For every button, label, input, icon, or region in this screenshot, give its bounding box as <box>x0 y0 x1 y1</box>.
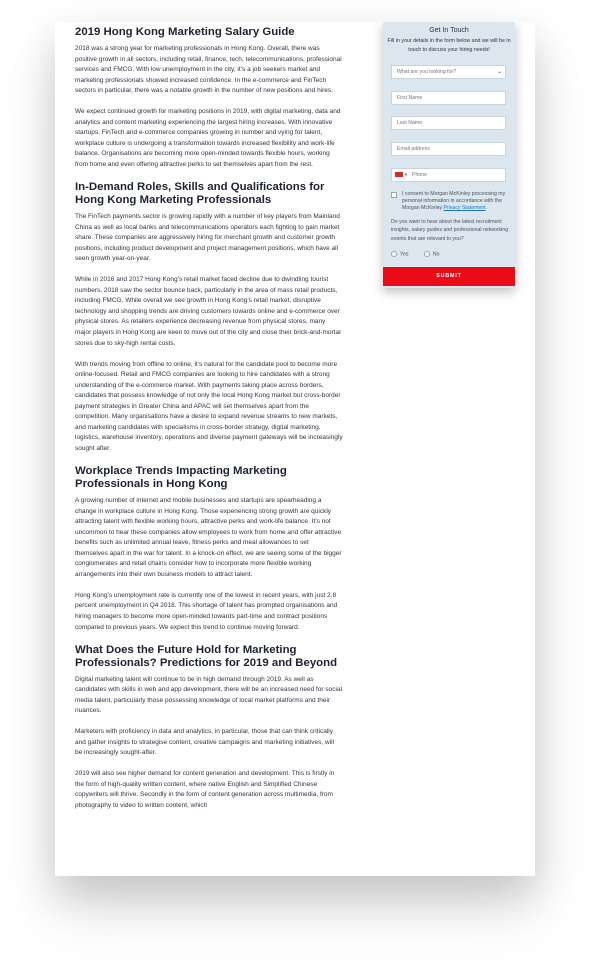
radio-no-button[interactable] <box>424 251 430 257</box>
article-paragraph: Marketers with proficiency in data and analytics, in particular, those that can think critically and gather insights to strategise content, creative campaigns and marketing initiatives, will be increasingly sought-after. <box>75 728 335 757</box>
newsletter-radios <box>391 251 454 257</box>
article-paragraph: A growing number of internet and mobile businesses and startups are spearheading a change in workplace culture in Hong Kong. Those experiencing strong growth are quickly attracting talent with flexible working hours, attractive perks and work-life balance. It’s not uncommon to hear these companies allow employees to work from home and offer attractive benefits such as unlimited annual leave, fitness perks and meal allowances to set themselves apart in the war for talent. In a knock-on effect, we are seeing some of the bigger conglomerates and retail chains consider how to incorporate more flexible working arrangements into their own business models to attract talent. <box>75 497 342 578</box>
caret-down-icon: ▼ <box>404 172 408 177</box>
newsletter-question: Do you want to hear about the latest recruitment insights, salary guides and professional networking events that are relevant to you? <box>391 219 509 242</box>
consent-row <box>391 191 509 213</box>
first-name-field[interactable] <box>391 91 506 105</box>
looking-for-value: What are you looking for? <box>397 69 457 75</box>
looking-for-select[interactable] <box>391 65 506 79</box>
article-paragraph: 2019 will also see higher demand for content generation and development. This is firstly in the form of high-quality written content, where native English and Simplified Chinese copywriters will thrive. Secondly in the form of content generation across multimedia, from photography to video to written content, which <box>75 770 335 810</box>
consent-checkbox[interactable] <box>391 192 397 198</box>
radio-yes[interactable]: Yes <box>391 251 408 257</box>
article-paragraph: 2018 was a strong year for marketing professionals in Hong Kong. Overall, there was positive growth in all sectors, including retail, finance, tech, telecommunications, professional services and FMCG. With low unemployment in the city, it’s a job seekers market and marketing professionals showed increased confidence. In the e-commerce and FinTech sectors in particular, there was a notable growth in the number of new positions and hires. <box>75 45 342 95</box>
radio-yes-button[interactable] <box>391 251 397 257</box>
article-paragraph: While in 2016 and 2017 Hong Kong’s retail market faced decline due to dwindling tourist numbers, 2018 saw the sector bounce back, particularly in the area of mass retail products, including FMCG. While overall we see growth in Hong Kong’s retail market, disruptive technology and shopping trends are driving customers towards online and e-commerce over physical stores. As retailers experience decreasing revenue from physical stores, many major players in Hong Kong are keen to move out of the city and close their brick-and-mortar stores due to sky-high rental costs. <box>75 276 342 347</box>
article-paragraph: Hong Kong’s unemployment rate is currently one of the lowest in recent years, with just 2.8 percent unemployment in Q4 2018. This shortage of talent has prompted organisations and hiring managers to become more open-minded towards part-time and contract positions compared to previous years. We expect this trend to continue moving forward. <box>75 591 338 631</box>
submit-button[interactable]: SUBMIT <box>383 267 515 286</box>
email-field[interactable] <box>391 142 506 156</box>
article <box>75 26 343 822</box>
article-paragraph: With trends moving from offline to online, it’s natural for the candidate pool to become more online-focused. Retail and FMCG companies are looking to hire candidates with a strong understanding of the e-commerce market. With payments taking place across borders, candidates that possess knowledge of not only the local Hong Kong market but cross-border payment strategies in Greater China and APAC will set themselves apart from the competition. Many organisations have a desire to expand revenue streams to new markets, and marketing candidates with specialisms in cross-border strategy, digital marketing, logistics, warehouse inventory, operations and diverse payment gateways will be increasingly sought after. <box>75 360 343 452</box>
form-title: Get In Touch <box>429 27 469 34</box>
radio-no[interactable]: No <box>424 251 440 257</box>
chevron-down-icon: ⌄ <box>496 69 502 75</box>
section-heading-future: What Does the Future Hold for Marketing Professionals? Predictions for 2019 and Beyond <box>75 643 338 669</box>
consent-text: I consent to Morgan McKinley processing my personal information in accordance with the Morgan McKinley Privacy Statement. <box>402 191 506 212</box>
hong-kong-flag-icon[interactable] <box>395 172 403 177</box>
article-paragraph: Digital marketing talent will continue to be in high demand through 2019. As well as candidates with skills in web and app development, there will be an increased need for social media talent, particularly those possessing knowledge of local market platforms and their nuances. <box>75 675 343 715</box>
last-name-placeholder: Last Name <box>397 120 423 126</box>
phone-placeholder: Phone <box>412 172 428 178</box>
first-name-placeholder: First Name <box>397 95 423 101</box>
privacy-statement-link[interactable]: Privacy Statement <box>443 205 486 212</box>
contact-form <box>383 22 515 288</box>
form-subtitle: Fill in your details in the form below and we will be in touch to discuss your hiring needs! <box>387 38 511 53</box>
page-card <box>55 22 535 876</box>
phone-field[interactable] <box>391 168 506 182</box>
section-heading-roles: In-Demand Roles, Skills and Qualifications for Hong Kong Marketing Professionals <box>75 181 325 207</box>
article-paragraph: The FinTech payments sector is growing rapidly with a number of key players from Mainland China as well as local banks and telecommunications operators each fighting to gain market share. These companies are aggressively hiring for merchant growth and customer growth positions, including product development and project management positions, which have all seen growth year-on-year. <box>75 213 340 263</box>
page-title: 2019 Hong Kong Marketing Salary Guide <box>75 26 295 38</box>
section-heading-workplace: Workplace Trends Impacting Marketing Professionals in Hong Kong <box>75 465 287 490</box>
last-name-field[interactable] <box>391 116 506 130</box>
article-paragraph: We expect continued growth for marketing positions in 2019, with digital marketing, data and analytics and content marketing experiencing the largest hiring increases. With innovative startups, FinTech and e-commerce companies growing in number and vying for talent, workplace culture is undergoing a transformation towards increased flexibility and work-life balance. Organisations are becoming more open-minded towards flexible hours, working from home and even offering attractive perks to set themselves apart from the rest. <box>75 108 341 168</box>
email-placeholder: Email address <box>397 146 430 152</box>
